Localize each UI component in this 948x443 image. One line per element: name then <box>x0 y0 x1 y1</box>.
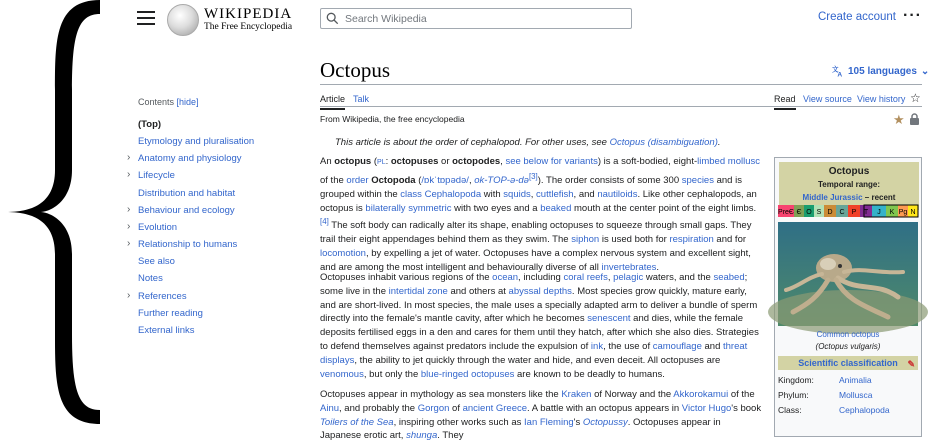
disambiguation-link[interactable]: Octopus (disambiguation) <box>609 137 718 148</box>
toc-item[interactable]: External links <box>138 324 195 336</box>
inline-link[interactable]: [4] <box>320 217 329 227</box>
timeline-label: P <box>851 209 857 216</box>
taxon-value-link[interactable]: Animalia <box>839 375 872 385</box>
toc-item[interactable]: (Top) <box>138 119 162 130</box>
inline-link[interactable]: pelagic <box>613 272 644 283</box>
inline-link[interactable]: class <box>400 188 422 200</box>
svg-text:A: A <box>837 71 843 79</box>
wikipedia-globe-logo[interactable] <box>167 4 199 36</box>
search-box[interactable] <box>320 8 632 29</box>
inline-link[interactable]: Ian Fleming <box>524 416 574 428</box>
decorative-brace <box>0 0 100 424</box>
page-title: Octopus <box>320 58 390 82</box>
language-count: 105 languages <box>848 65 917 77</box>
inline-link[interactable]: venomous <box>320 368 364 380</box>
tab-view-history[interactable]: View history <box>857 94 906 104</box>
inline-link[interactable]: [3] <box>528 171 538 181</box>
timeline-label: S <box>816 209 822 216</box>
inline-link[interactable]: see below for variants <box>505 156 598 167</box>
inline-link[interactable]: beaked <box>540 202 572 214</box>
timeline-label: T <box>863 209 869 216</box>
inline-link[interactable]: ink <box>590 340 604 352</box>
hatnote: This article is about the order of cephalopod. For other uses, see Octopus (disambiguation). <box>335 137 721 148</box>
toc-item[interactable]: Notes <box>138 273 163 285</box>
chevron-right-icon[interactable]: › <box>127 220 131 232</box>
tabs-divider <box>320 106 922 107</box>
timeline-label: Є <box>796 209 802 216</box>
inline-link[interactable]: Kraken <box>561 389 592 400</box>
toc-item[interactable]: Distribution and habitat <box>138 187 236 199</box>
lead-paragraph-3: Octopuses appear in mythology as sea monsters like the Kraken of Norway and the Akkorokamui of the Ainu, and probably the Gorgon of ancient Greece. A battle with an octopus appears in Victor Hugo's book Toilers of the Sea, inspiring other works such as Ian Fleming's Octopussy. Octopuses appear in Japanese erotic art, shunga. They <box>320 389 762 442</box>
taxon-rank-label: Phylum: <box>778 390 809 400</box>
inline-link[interactable]: threat displays <box>320 340 748 366</box>
featured-article-star-icon[interactable]: ★ <box>893 112 905 127</box>
timeline-label: O <box>806 209 812 216</box>
language-button[interactable] <box>832 65 929 77</box>
toc-item[interactable]: Further reading <box>138 307 203 319</box>
inline-link[interactable]: respiration <box>669 234 714 246</box>
logo-tagline[interactable]: The Free Encyclopedia <box>204 22 293 32</box>
tab-read[interactable]: Read <box>774 94 796 104</box>
inline-link[interactable]: coral reefs <box>563 272 608 283</box>
inline-link[interactable]: abyssal depths <box>508 285 572 297</box>
create-account-link[interactable]: Create account <box>818 11 896 23</box>
inline-link[interactable]: species <box>681 174 714 186</box>
inline-link[interactable]: Akkorokamui <box>673 389 729 400</box>
tab-article[interactable]: Article <box>320 94 346 104</box>
inline-link[interactable]: nautiloids <box>597 188 638 200</box>
octopus-photo[interactable] <box>778 222 918 326</box>
main-menu-button[interactable] <box>137 11 155 25</box>
search-icon <box>326 12 339 25</box>
toc-item[interactable]: Relationship to humans <box>138 239 238 251</box>
chevron-right-icon[interactable]: › <box>127 203 131 215</box>
toc-item[interactable]: Behaviour and ecology <box>138 204 235 216</box>
inline-link[interactable]: ok-TOP-ə-də <box>474 174 529 186</box>
taxon-rank-label: Kingdom: <box>778 375 814 385</box>
timeline-label: PreЄ <box>778 209 794 216</box>
tab-talk[interactable]: Talk <box>353 94 370 104</box>
timeline-label: C <box>839 209 845 216</box>
inline-link[interactable]: Octopussy <box>582 416 628 428</box>
inline-link[interactable]: ancient Greece <box>462 402 528 414</box>
inline-link[interactable]: Gorgon <box>417 402 450 414</box>
timeline-label: K <box>889 209 895 216</box>
inline-link[interactable]: senescent <box>587 313 631 325</box>
inline-link[interactable]: camouflage <box>652 340 702 352</box>
inline-link[interactable]: squids <box>503 188 531 200</box>
title-divider <box>320 84 922 85</box>
inline-link[interactable]: shunga <box>406 430 438 442</box>
temporal-range-bar[interactable] <box>778 205 918 217</box>
toc-hide-link[interactable]: [hide] <box>176 97 199 107</box>
inline-link[interactable]: siphon <box>571 234 600 246</box>
inline-link[interactable]: limbed <box>697 156 726 167</box>
ellipsis-icon[interactable]: ··· <box>903 7 922 24</box>
toc-item[interactable]: See also <box>138 256 175 268</box>
inline-link[interactable]: Ainu <box>320 402 340 414</box>
chevron-right-icon[interactable]: › <box>127 169 131 181</box>
search-input[interactable] <box>345 13 625 25</box>
inline-link[interactable]: ocean <box>492 272 519 283</box>
inline-link[interactable]: Cephalopoda <box>424 188 482 200</box>
inline-link[interactable]: intertidal zone <box>388 285 448 297</box>
taxon-value-link[interactable]: Cephalopoda <box>839 405 890 415</box>
hamburger-icon <box>137 11 155 13</box>
inline-link[interactable]: seabed <box>713 272 745 283</box>
inline-link[interactable]: bilaterally symmetric <box>365 202 452 214</box>
toc-item[interactable]: Anatomy and physiology <box>138 153 242 165</box>
chevron-right-icon[interactable]: › <box>127 289 131 301</box>
inline-link[interactable]: invertebrates <box>601 261 657 273</box>
svg-text:文: 文 <box>832 66 839 74</box>
chevron-right-icon[interactable]: › <box>127 238 131 250</box>
toc-item[interactable]: References <box>138 290 187 302</box>
toc-item[interactable]: Evolution <box>138 221 178 233</box>
timeline-label: J <box>877 209 881 216</box>
range-link[interactable]: Middle Jurassic <box>802 193 863 202</box>
inline-link[interactable]: Victor Hugo <box>681 402 732 414</box>
toc-item[interactable]: Etymology and pluralisation <box>138 136 255 148</box>
timeline-label: Pg <box>898 209 908 216</box>
infobox-caption-species: (Octopus vulgaris) <box>815 342 881 351</box>
chevron-right-icon[interactable]: › <box>127 152 131 164</box>
inline-link[interactable]: blue-ringed octopuses <box>420 368 515 380</box>
toc-heading: Contents [hide] <box>138 97 199 107</box>
infobox-caption-link[interactable]: Common octopus <box>816 330 880 339</box>
inline-link[interactable]: locomotion <box>320 248 366 260</box>
edit-pencil-icon[interactable]: ✎ <box>907 359 915 369</box>
inline-link[interactable]: /ɒkˈtɒpədə/ <box>421 174 469 186</box>
timeline-label: D <box>827 209 833 216</box>
infobox-title: Octopus Temporal range: Middle Jurassic – recent <box>779 162 919 210</box>
inline-link[interactable]: Toilers of the Sea <box>320 416 394 428</box>
lock-icon[interactable] <box>909 113 920 125</box>
watch-star-icon[interactable]: ☆ <box>910 91 921 105</box>
toc-item[interactable]: Lifecycle <box>138 170 175 182</box>
scientific-classification-header[interactable]: Scientific classification ✎ <box>778 356 918 370</box>
logo-wordmark[interactable]: WIKIPEDIA <box>204 6 293 22</box>
taxon-value-link[interactable]: Mollusca <box>839 390 873 400</box>
timeline-label: N <box>910 209 916 216</box>
chevron-down-icon: ⌄ <box>920 65 930 77</box>
site-subtitle: From Wikipedia, the free encyclopedia <box>320 114 465 124</box>
inline-link[interactable]: mollusc <box>727 156 760 167</box>
inline-link[interactable]: order <box>346 174 369 186</box>
tab-view-source[interactable]: View source <box>803 94 852 104</box>
taxon-rank-label: Class: <box>778 405 802 415</box>
translate-icon <box>832 65 844 77</box>
lead-paragraph-2: Octopuses inhabit various regions of the ocean, including coral reefs, pelagic waters, and the seabed; some live in the intertidal zone and others at abyssal depths. Most species grow quickly, mature early, and are short-lived. In most species, the male uses a specially adapted arm to deliver a bundle of sperm directly into the female's mantle cavity, after which he becomes senescent and dies, while the female deposits fertilised eggs in a den and cares for them until they hatch, after which she also dies. Strategies to defend themselves against predators include the expulsion of ink, the use of camouflage and threat displays, the ability to jet quickly through the water and hide, and even deceit. All octopuses are venomous, but only the blue-ringed octopuses are known to be deadly to humans. <box>320 272 759 380</box>
lead-paragraph-1: An octopus (PL: octopuses or octopodes, see below for variants) is a soft-bodied, eight-limbed mollusc of the order Octopoda (/ɒkˈtɒpədə/, ok-TOP-ə-də[3]). The order consists of some 300 species and is grouped within the class Cephalopoda with squids, cuttlefish, and nautiloids. Like other cephalopods, an octopus is bilaterally symmetric with two eyes and a beaked mouth at the center point of the eight limbs.[4] The soft body can radically alter its shape, enabling octopuses to squeeze through small gaps. They trail their eight appendages behind them as they swim. The siphon is used both for respiration and for locomotion, by expelling a jet of water. Octopuses have a complex nervous system and excellent sight, and are among the most intelligent and behaviourally diverse of all invertebrates. <box>320 156 760 273</box>
inline-link[interactable]: cuttlefish <box>536 188 574 200</box>
